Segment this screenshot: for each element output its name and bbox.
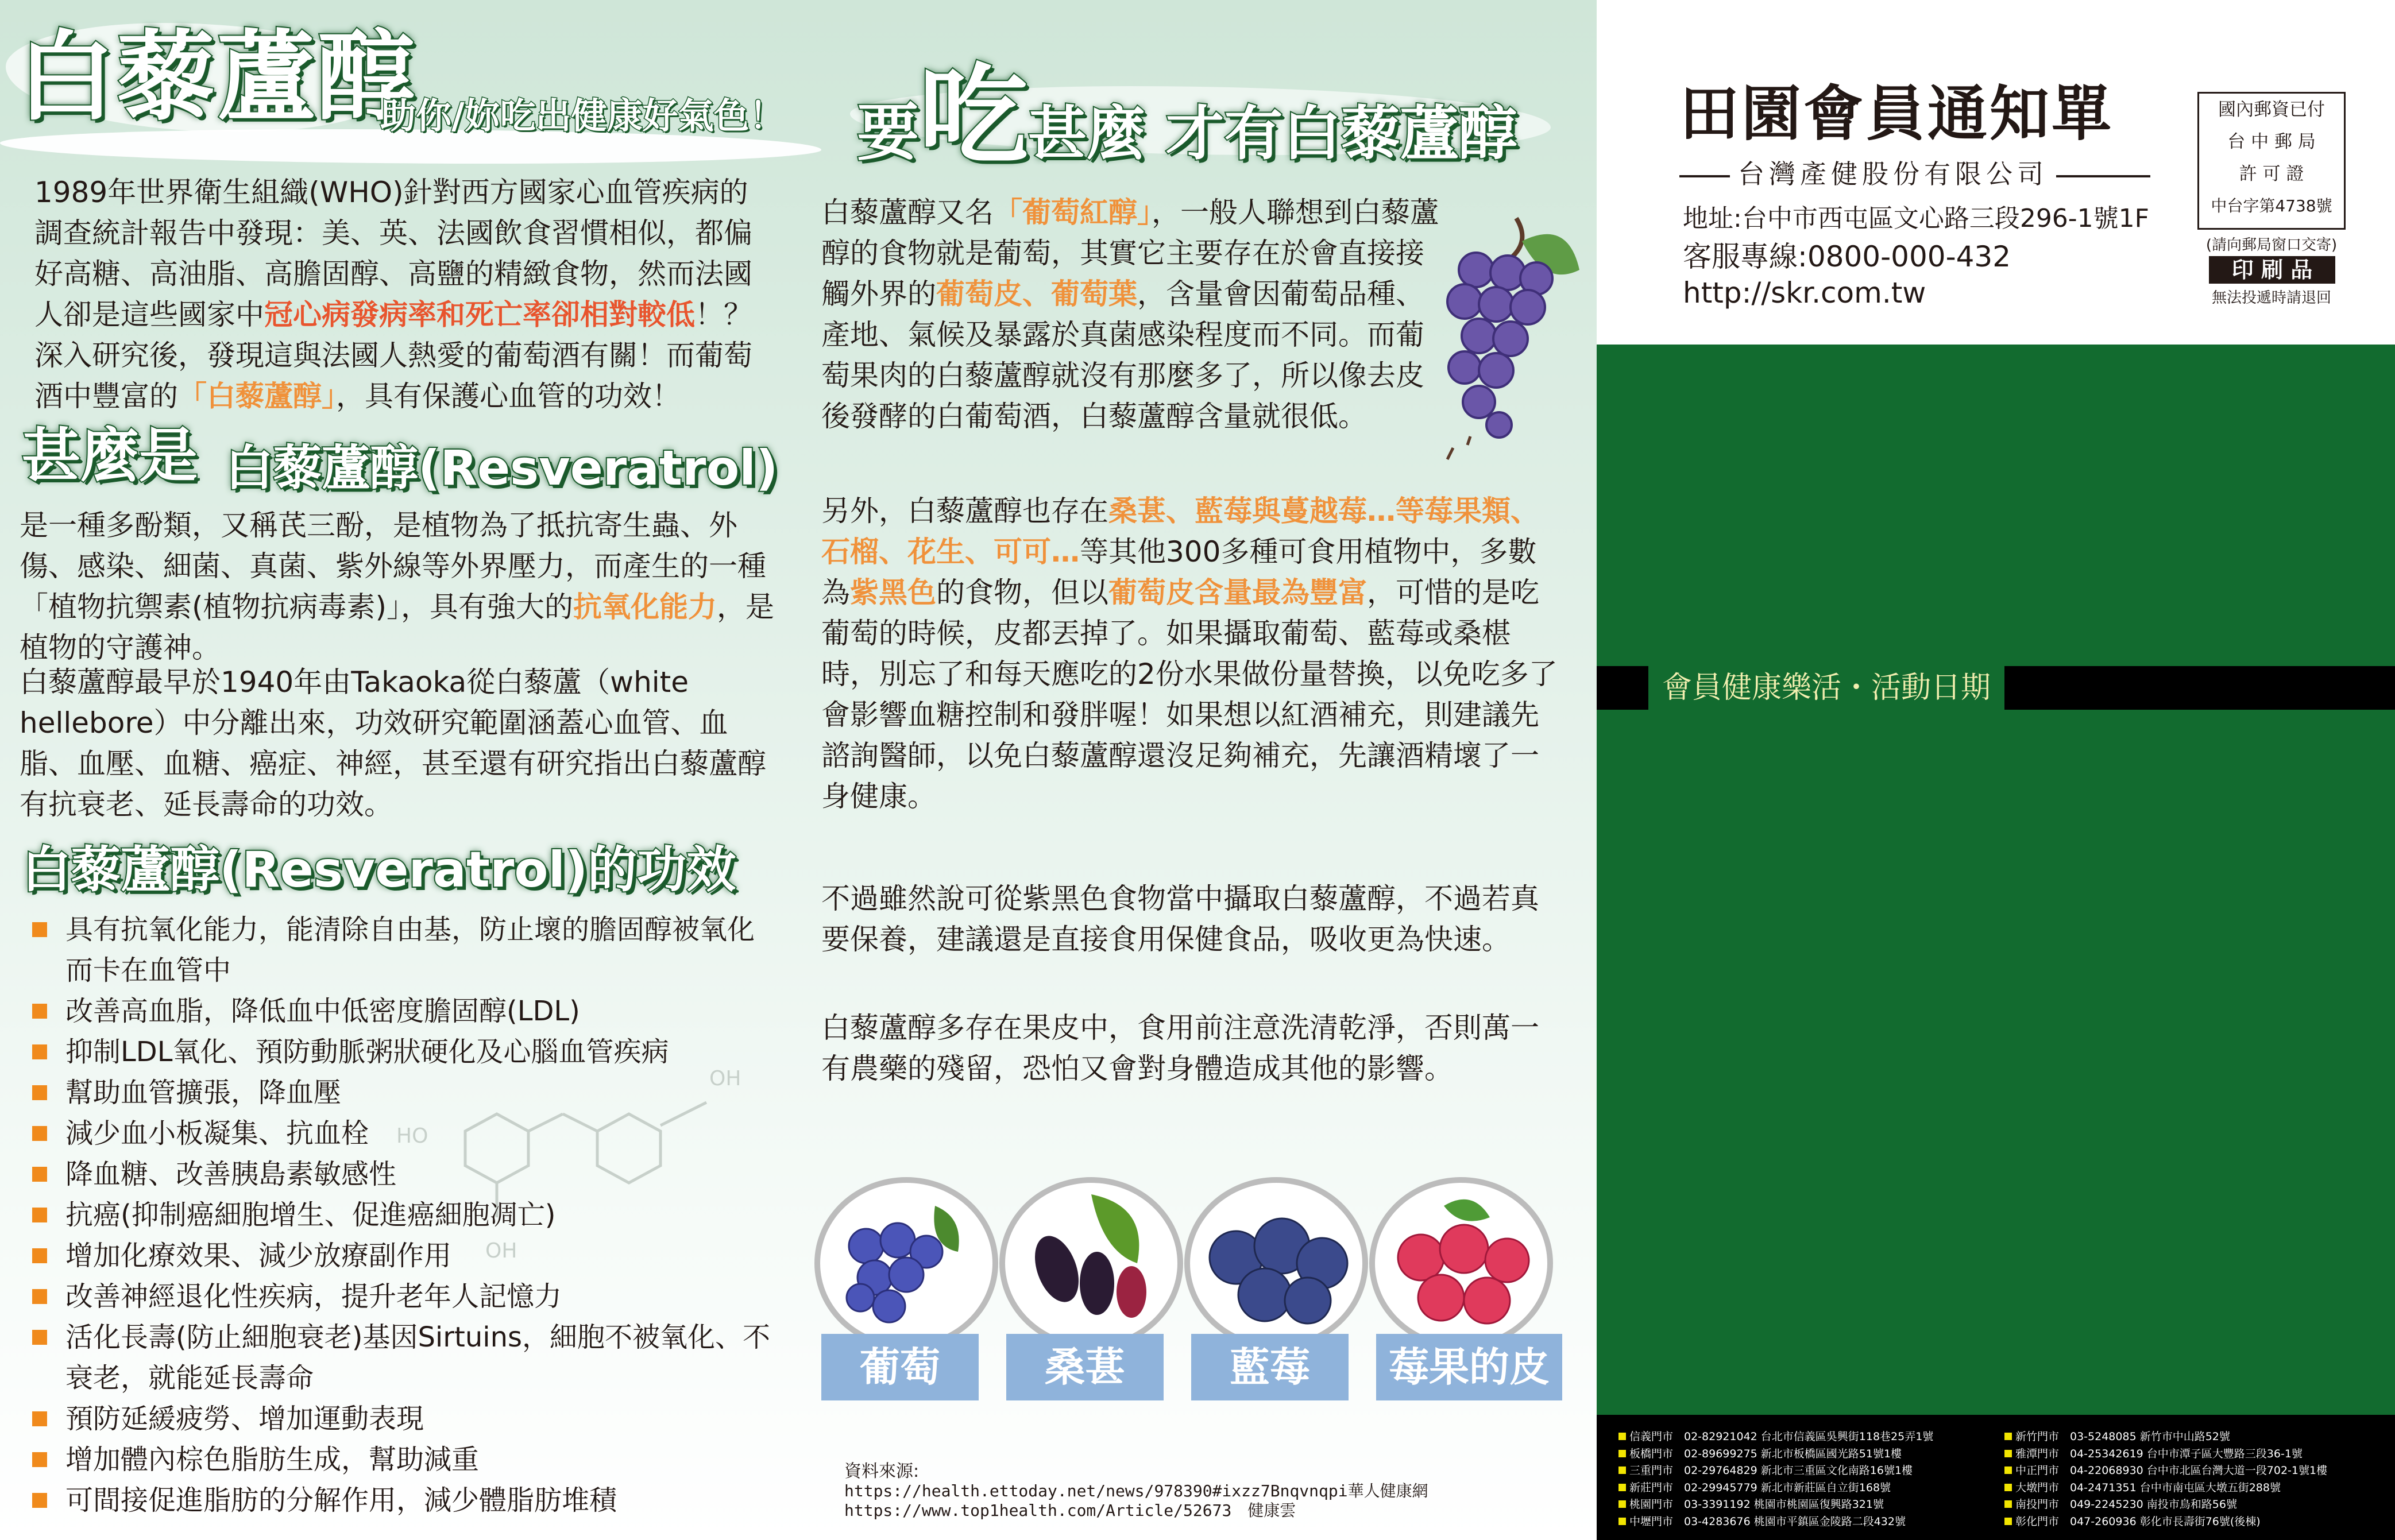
molecule-ho-label: HO xyxy=(396,1124,428,1148)
para-text: 的食物，但以 xyxy=(936,576,1108,609)
benefit-item xyxy=(32,1236,779,1276)
store-text: 雅潭門市 04-25342619 台中市潭子區大豐路三段36-1號 xyxy=(2015,1447,2303,1460)
yellow-square-icon xyxy=(2004,1467,2012,1474)
yellow-square-icon xyxy=(1618,1518,1626,1525)
blueberry-icon xyxy=(1190,1183,1362,1344)
yellow-square-icon xyxy=(1618,1484,1626,1491)
raspberry-icon xyxy=(1375,1183,1547,1344)
benefit-item xyxy=(32,910,779,991)
intro-text: ！？深入研究後，發現這與法國人熱愛的葡萄酒有關！而葡萄酒中豐富的 xyxy=(34,298,752,413)
middle-paragraph-3: 不過雖然說可從紫黑色食物當中攝取白藜蘆醇，不過若真要保養，建議還是直接食用保健食品，吸收更為快速。 xyxy=(821,882,1539,956)
postage-line: 國內郵資已付 xyxy=(2218,99,2325,120)
bullet-square-icon xyxy=(32,1411,47,1426)
postage-permit-box xyxy=(2197,92,2346,230)
company-name: 台灣產健股份有限公司 xyxy=(1730,155,2056,193)
store-row xyxy=(2004,1429,2327,1446)
what-heading: 白藜蘆醇(Resveratrol) xyxy=(225,440,778,496)
middle-heading xyxy=(857,29,1517,185)
fruit-label-mulberry: 桑葚 xyxy=(1006,1334,1164,1400)
what-text: ，是植物的守護神。 xyxy=(20,590,775,664)
bullet-square-icon xyxy=(32,1330,47,1345)
benefit-text: 抗癌(抑制癌細胞增生、促進癌細胞凋亡) xyxy=(65,1199,556,1231)
benefit-item xyxy=(32,1276,779,1317)
bullet-square-icon xyxy=(32,1289,47,1304)
store-text: 大墩門市 04-2471351 台中市南屯區大墩五街288號 xyxy=(2015,1481,2281,1494)
bullet-square-icon xyxy=(32,1004,47,1019)
mulberry-icon xyxy=(1005,1183,1177,1344)
bullet-square-icon xyxy=(32,1044,47,1059)
yellow-square-icon xyxy=(2004,1518,2012,1525)
para-highlight: 葡萄皮含量最為豐富 xyxy=(1108,576,1367,609)
intro-highlight: 冠心病發病率和死亡率卻相對較低 xyxy=(264,298,695,331)
bullet-square-icon xyxy=(32,1167,47,1182)
postage-line: 許 可 證 xyxy=(2239,164,2304,184)
intro-text: 1989年世界衛生組織(WHO)針對西方國家心血管疾病的調查統計報告中發現：美、英、法國飲食習慣相似，都偏好高糖、高油脂、高膽固醇、高鹽的精緻食物，然而法國人卻是這些國家中 xyxy=(34,176,752,331)
para-text: ，一般人聯想到白藜蘆醇的食物就是葡萄，其實它主要存在於會直接接觸外界的 xyxy=(821,196,1439,311)
bullet-square-icon xyxy=(32,1208,47,1222)
benefit-item xyxy=(32,1480,779,1521)
para-text: 等其他300多種可食用植物中，多數為 xyxy=(821,535,1537,609)
store-text: 中壢門市 03-4283676 桃園市平鎮區金陵路二段432號 xyxy=(1629,1515,1906,1528)
source-link[interactable]: https://health.ettoday.net/news/978390#ixzz7Bnqvnqpi華人健康網 xyxy=(844,1481,1428,1500)
what-paragraph xyxy=(20,505,778,668)
molecule-oh-label: OH xyxy=(485,1239,517,1263)
store-text: 信義門市 02-82921042 台北市信義區吳興街118巷25弄1號 xyxy=(1629,1430,1934,1443)
benefits-list xyxy=(32,910,779,1521)
what-text: 是一種多酚類，又稱芪三酚，是植物為了抵抗寄生蟲、外傷、感染、細菌、真菌、紫外線等外界壓力，而產生的一種「植物抗禦素(植物抗病毒素)」，具有強大的 xyxy=(20,509,766,624)
benefit-text: 活化長壽(防止細胞衰老)基因Sirtuins，細胞不被氧化、不衰老，就能延長壽命 xyxy=(65,1321,771,1394)
store-row xyxy=(2004,1462,2327,1480)
website-link[interactable]: http://skr.com.tw xyxy=(1683,276,1926,309)
yellow-square-icon xyxy=(2004,1433,2012,1440)
notice-title: 田園會員通知單 xyxy=(1679,79,2114,149)
benefits-heading: 白藜蘆醇(Resveratrol)的功效 xyxy=(22,841,736,899)
yellow-square-icon xyxy=(2004,1450,2012,1457)
yellow-square-icon xyxy=(2004,1484,2012,1491)
bullet-square-icon xyxy=(32,922,47,937)
store-text: 三重門市 02-29764829 新北市三重區文化南路16號1樓 xyxy=(1629,1464,1913,1477)
fruit-label-blueberry: 藍莓 xyxy=(1191,1334,1349,1400)
store-row xyxy=(2004,1514,2327,1531)
benefit-text: 增加體內棕色脂肪生成，幫助減重 xyxy=(65,1444,480,1476)
benefit-text: 改善神經退化性疾病，提升老年人記憶力 xyxy=(65,1280,562,1313)
store-row xyxy=(1618,1480,1933,1497)
store-row xyxy=(2004,1446,2327,1463)
yellow-square-icon xyxy=(2004,1500,2012,1508)
store-text: 新竹門市 03-5248085 新竹市中山路52號 xyxy=(2015,1430,2230,1443)
mulberry-photo xyxy=(999,1177,1183,1349)
benefit-item xyxy=(32,1113,779,1154)
postage-line: 台 中 郵 局 xyxy=(2227,131,2316,152)
main-title: 白藜蘆醇 xyxy=(17,21,418,134)
yellow-square-icon xyxy=(1618,1467,1626,1474)
para-highlight: 「葡萄紅醇」 xyxy=(994,196,1152,229)
middle-heading-c: 甚麼 才有白藜蘆醇 xyxy=(1028,100,1517,168)
benefit-text: 幫助血管擴張，降血壓 xyxy=(65,1077,342,1109)
benefit-text: 具有抗氧化能力，能清除自由基，防止壞的膽固醇被氧化而卡在血管中 xyxy=(65,914,755,986)
benefit-item xyxy=(32,1399,779,1440)
para-text: ，含量會因葡萄品種、產地、氣候及暴露於真菌感染程度而不同。而葡萄果肉的白藜蘆醇就沒有那麼多了，所以像去皮後發酵的白葡萄酒，白藜蘆醇含量就很低。 xyxy=(821,277,1424,433)
benefit-text: 可間接促進脂肪的分解作用，減少體脂肪堆積 xyxy=(65,1484,617,1516)
history-paragraph: 白藜蘆醇最早於1940年由Takaoka從白藜蘆（white hellebore）中分離出來，功效研究範圍涵蓋心血管、血脂、血壓、血糖、癌症、神經，甚至還有研究指出白藜蘆醇有抗衰老、延長壽命的功效。 xyxy=(20,665,766,821)
hotline: 客服專線:0800-000-432 xyxy=(1683,240,2011,273)
grapes-icon xyxy=(820,1183,992,1344)
intro-paragraph xyxy=(34,172,775,417)
raspberry-photo xyxy=(1369,1177,1553,1349)
address: 地址:台中市西屯區文心路三段296-1號1F xyxy=(1683,204,2149,233)
bullet-square-icon xyxy=(32,1493,47,1508)
store-row xyxy=(2004,1496,2327,1514)
store-text: 彰化門市 047-260936 彰化市長壽街76號(後棟) xyxy=(2015,1515,2261,1528)
benefit-item xyxy=(32,1317,779,1399)
fruit-label-grapes: 葡萄 xyxy=(821,1334,979,1400)
sources-block xyxy=(844,1462,1428,1520)
bullet-square-icon xyxy=(32,1248,47,1263)
store-list-left xyxy=(1618,1429,1933,1530)
benefit-item xyxy=(32,1154,779,1195)
what-heading-prefix: 甚麼是 xyxy=(22,422,198,490)
bullet-square-icon xyxy=(32,1126,47,1141)
what-highlight: 抗氧化能力 xyxy=(573,590,717,624)
blueberry-photo xyxy=(1184,1177,1368,1349)
store-text: 南投門市 049-2245230 南投市鳥和路56號 xyxy=(2015,1498,2237,1511)
source-link[interactable]: https://www.top1health.com/Article/52673 健康雲 xyxy=(844,1501,1296,1520)
post-note: (請向郵局窗口交寄) xyxy=(2205,237,2338,254)
benefit-text: 抑制LDL氧化、預防動脈粥狀硬化及心腦血管疾病 xyxy=(65,1036,669,1068)
benefit-text: 預防延緩疲勞、增加運動表現 xyxy=(65,1403,424,1435)
middle-heading-b: 吃 xyxy=(919,53,1029,180)
yellow-square-icon xyxy=(1618,1450,1626,1457)
store-row xyxy=(1618,1446,1933,1463)
para-highlight: 桑葚、藍莓與蔓越莓…等莓果類、石榴、花生、可可… xyxy=(821,494,1539,568)
benefit-item xyxy=(32,991,779,1032)
printed-matter-label: 印 刷 品 xyxy=(2209,256,2335,284)
store-text: 中正門市 04-22068930 台中市北區台灣大道一段702-1號1樓 xyxy=(2015,1464,2328,1477)
return-note: 無法投遞時請退回 xyxy=(2211,289,2331,307)
store-list-right xyxy=(2004,1429,2327,1530)
bullet-square-icon xyxy=(32,1452,47,1467)
store-text: 新莊門市 02-29945779 新北市新莊區自立街168號 xyxy=(1629,1481,1891,1494)
molecule-oh-label: OH xyxy=(709,1067,741,1090)
postage-line: 中台字第4738號 xyxy=(2211,196,2332,215)
main-subtitle: 助你/妳吃出健康好氣色！ xyxy=(380,95,785,137)
store-row xyxy=(2004,1480,2327,1497)
middle-heading-a: 要 xyxy=(857,97,920,169)
fruit-label-berry-skin: 莓果的皮 xyxy=(1376,1334,1562,1400)
middle-paragraph-2 xyxy=(821,491,1562,817)
store-row xyxy=(1618,1462,1933,1480)
store-text: 板橋門市 02-89699275 新北市板橋區國光路51號1樓 xyxy=(1629,1447,1902,1460)
intro-highlight: 「白藜蘆醇」 xyxy=(178,380,336,413)
benefit-text: 降血糖、改善胰島素敏感性 xyxy=(65,1158,397,1190)
store-row xyxy=(1618,1429,1933,1446)
sources-label: 資料來源: xyxy=(844,1461,920,1481)
bullet-square-icon xyxy=(32,1085,47,1100)
benefit-item xyxy=(32,1032,779,1073)
benefit-text: 減少血小板凝集、抗血栓 xyxy=(65,1117,369,1150)
benefit-text: 改善高血脂，降低血中低密度膽固醇(LDL) xyxy=(65,995,580,1027)
benefit-text: 增加化療效果、減少放療副作用 xyxy=(65,1240,452,1272)
store-row xyxy=(1618,1496,1933,1514)
benefit-item xyxy=(32,1440,779,1480)
activity-date-label: 會員健康樂活・活動日期 xyxy=(1648,666,2004,710)
benefit-item xyxy=(32,1195,779,1236)
benefit-item xyxy=(32,1073,779,1113)
grapes-photo xyxy=(814,1177,998,1349)
yellow-square-icon xyxy=(1618,1433,1626,1440)
para-text: ，可惜的是吃葡萄的時候，皮都丟掉了。如果攝取葡萄、藍莓或桑椹時，別忘了和每天應吃的2份水果做份量替換，以免吃多了會影響血糖控制和發胖喔！如果想以紅酒補充，則建議先諮詢醫師，以免白藜蘆醇還沒足夠補充，先讓酒精壞了一身健康。 xyxy=(821,576,1558,813)
para-highlight: 紫黑色 xyxy=(850,576,936,609)
para-text: 白藜蘆醇又名 xyxy=(821,196,994,229)
middle-paragraph-4: 白藜蘆醇多存在果皮中，食用前注意洗清乾淨，否則萬一有農藥的殘留，恐怕又會對身體造成其他的影響。 xyxy=(821,1011,1539,1085)
middle-paragraph-1 xyxy=(821,192,1442,437)
intro-text: ，具有保護心血管的功效！ xyxy=(336,380,681,413)
store-row xyxy=(1618,1514,1933,1531)
yellow-square-icon xyxy=(1618,1500,1626,1508)
para-text: 另外，白藜蘆醇也存在 xyxy=(821,494,1108,528)
store-text: 桃園門市 03-3391192 桃園市桃園區復興路321號 xyxy=(1629,1498,1884,1511)
para-highlight: 葡萄皮、葡萄葉 xyxy=(936,277,1137,311)
store-directory xyxy=(1597,1415,2395,1540)
green-panel-bottom xyxy=(1597,710,2395,1415)
grapes-illustration xyxy=(1430,207,1585,471)
